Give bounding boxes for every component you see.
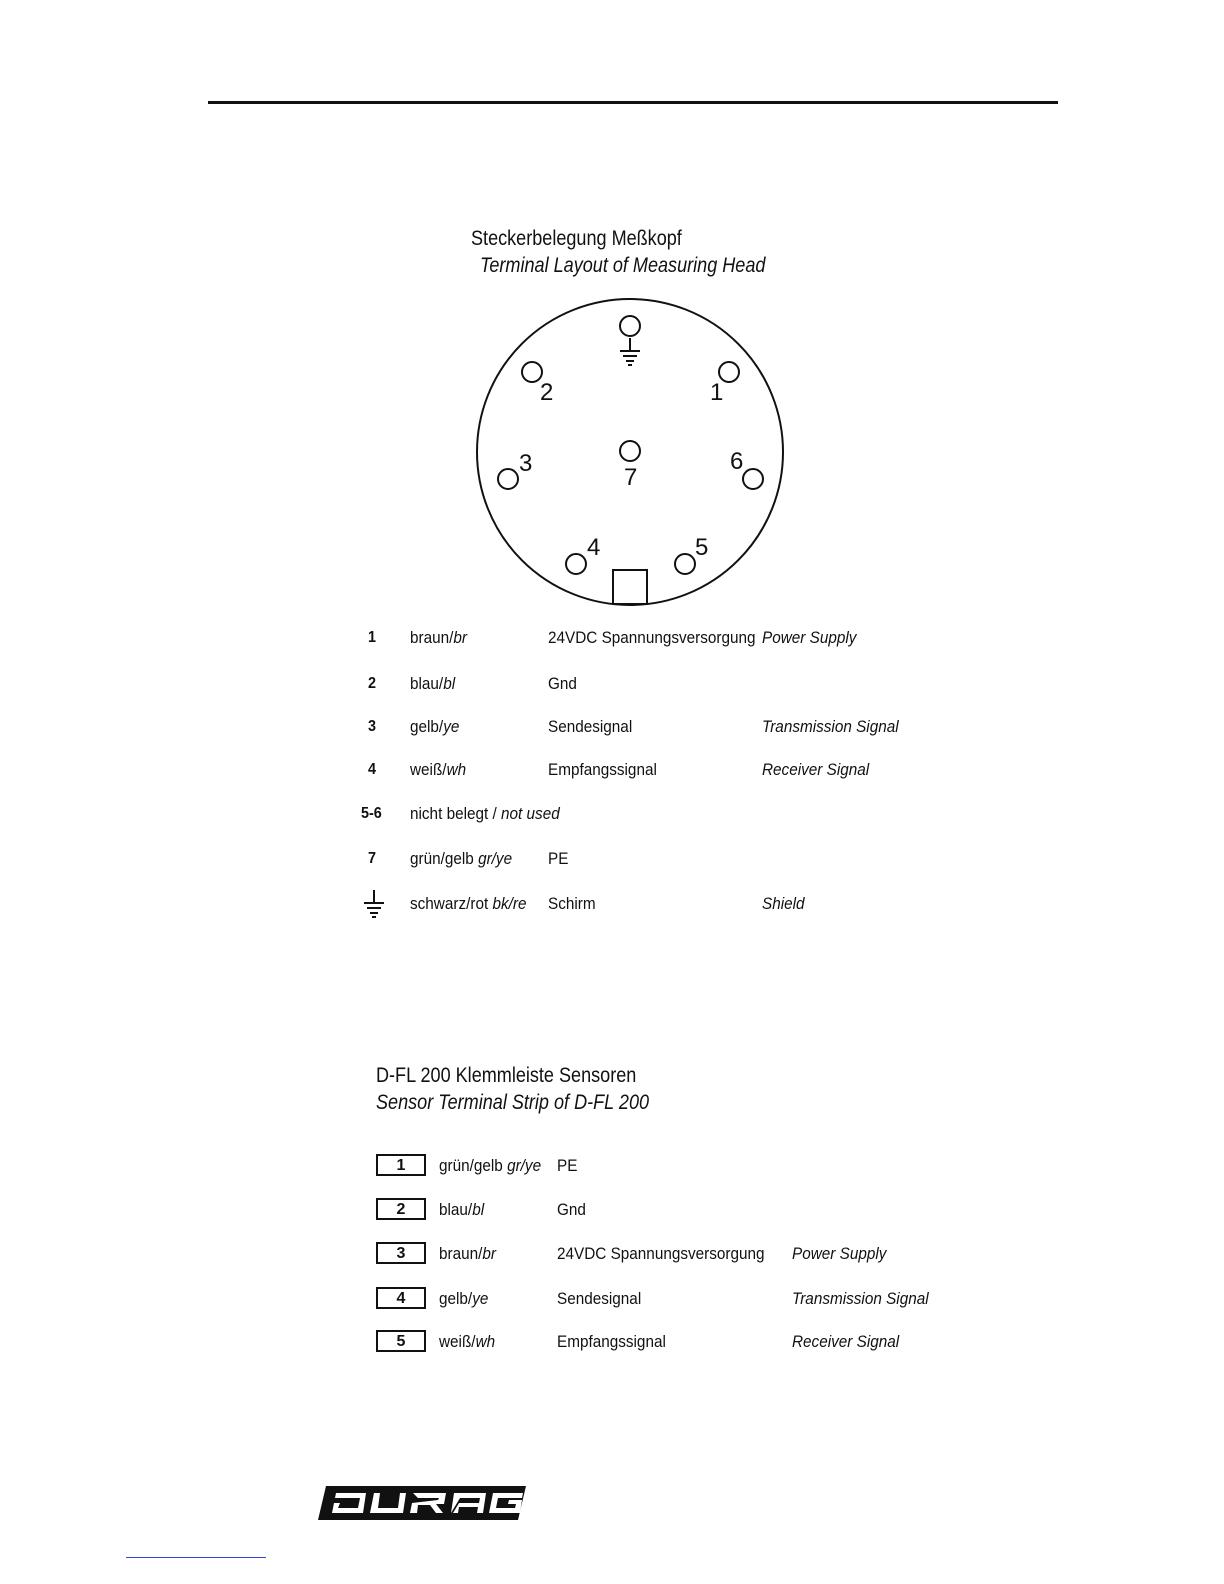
pin-6-hole — [743, 469, 763, 489]
pin-function: PE — [548, 849, 569, 868]
pin-function: Empfangssignal — [548, 760, 657, 779]
pin-label-1: 1 — [710, 379, 724, 406]
wire-color: braun/br — [439, 1244, 496, 1263]
pin-2-hole — [522, 362, 542, 382]
connector-diagram — [470, 292, 790, 610]
pin-function: 24VDC Spannungsversorgung — [548, 628, 756, 647]
terminal-function-en: Transmission Signal — [792, 1289, 929, 1308]
wire-color: blau/bl — [410, 674, 456, 693]
terminal-number-box: 4 — [376, 1287, 426, 1309]
terminal-number-box: 1 — [376, 1154, 426, 1176]
terminal-number-box: 5 — [376, 1330, 426, 1352]
pin-function: Gnd — [548, 674, 577, 693]
terminal-function-en: Receiver Signal — [792, 1332, 900, 1351]
pin-label-4: 4 — [587, 534, 601, 561]
wire-color: grün/gelb gr/ye — [410, 849, 513, 868]
terminal-function: Empfangssignal — [557, 1332, 666, 1351]
pin-label-7: 7 — [624, 464, 638, 491]
terminal-number-box: 2 — [376, 1198, 426, 1220]
pin-function: Schirm — [548, 894, 596, 913]
section2-title-en: Sensor Terminal Strip of D-FL 200 — [376, 1091, 650, 1114]
wire-color: weiß/wh — [410, 760, 467, 779]
wire-color: weiß/wh — [439, 1332, 496, 1351]
pin-function: Sendesignal — [548, 717, 633, 736]
pin-4-hole — [566, 554, 586, 574]
wire-color: braun/br — [410, 628, 467, 647]
pin-function-en: Power Supply — [762, 628, 857, 647]
wire-color: gelb/ye — [439, 1289, 489, 1308]
terminal-number-box: 3 — [376, 1242, 426, 1264]
pin-number: 4 — [368, 761, 377, 778]
ground-symbol-icon — [362, 890, 386, 920]
terminal-function: 24VDC Spannungsversorgung — [557, 1244, 765, 1263]
pin-label-6: 6 — [730, 448, 744, 475]
pin-function-en: Transmission Signal — [762, 717, 899, 736]
section1-title-en: Terminal Layout of Measuring Head — [480, 254, 766, 277]
pin-shield-hole — [620, 316, 640, 336]
pin-label-5: 5 — [695, 534, 709, 561]
wire-color: nicht belegt / not used — [410, 804, 560, 823]
pin-function-en: Shield — [762, 894, 805, 913]
durag-logo-icon — [318, 1486, 526, 1520]
pin-number: 2 — [368, 675, 377, 692]
terminal-function: Gnd — [557, 1200, 586, 1219]
pin-3-hole — [498, 469, 518, 489]
ground-symbol-icon — [620, 338, 640, 365]
header-rule — [208, 101, 1058, 104]
section1-title-de: Steckerbelegung Meßkopf — [471, 227, 682, 250]
footer-link-underline — [126, 1557, 266, 1558]
pin-7-hole — [620, 441, 640, 461]
pin-label-2: 2 — [540, 379, 554, 406]
terminal-function: PE — [557, 1156, 578, 1175]
pin-number: 5-6 — [361, 805, 382, 822]
pin-5-hole — [675, 554, 695, 574]
pin-function-en: Receiver Signal — [762, 760, 870, 779]
wire-color: schwarz/rot bk/re — [410, 894, 527, 913]
pin-label-3: 3 — [519, 450, 533, 477]
wire-color: gelb/ye — [410, 717, 460, 736]
wire-color: grün/gelb gr/ye — [439, 1156, 542, 1175]
pin-number: 1 — [368, 629, 377, 646]
terminal-function-en: Power Supply — [792, 1244, 887, 1263]
section2-title-de: D-FL 200 Klemmleiste Sensoren — [376, 1064, 637, 1087]
pin-number: 7 — [368, 850, 377, 867]
wire-color: blau/bl — [439, 1200, 485, 1219]
terminal-function: Sendesignal — [557, 1289, 642, 1308]
connector-key — [613, 570, 647, 604]
pin-number: 3 — [368, 718, 377, 735]
